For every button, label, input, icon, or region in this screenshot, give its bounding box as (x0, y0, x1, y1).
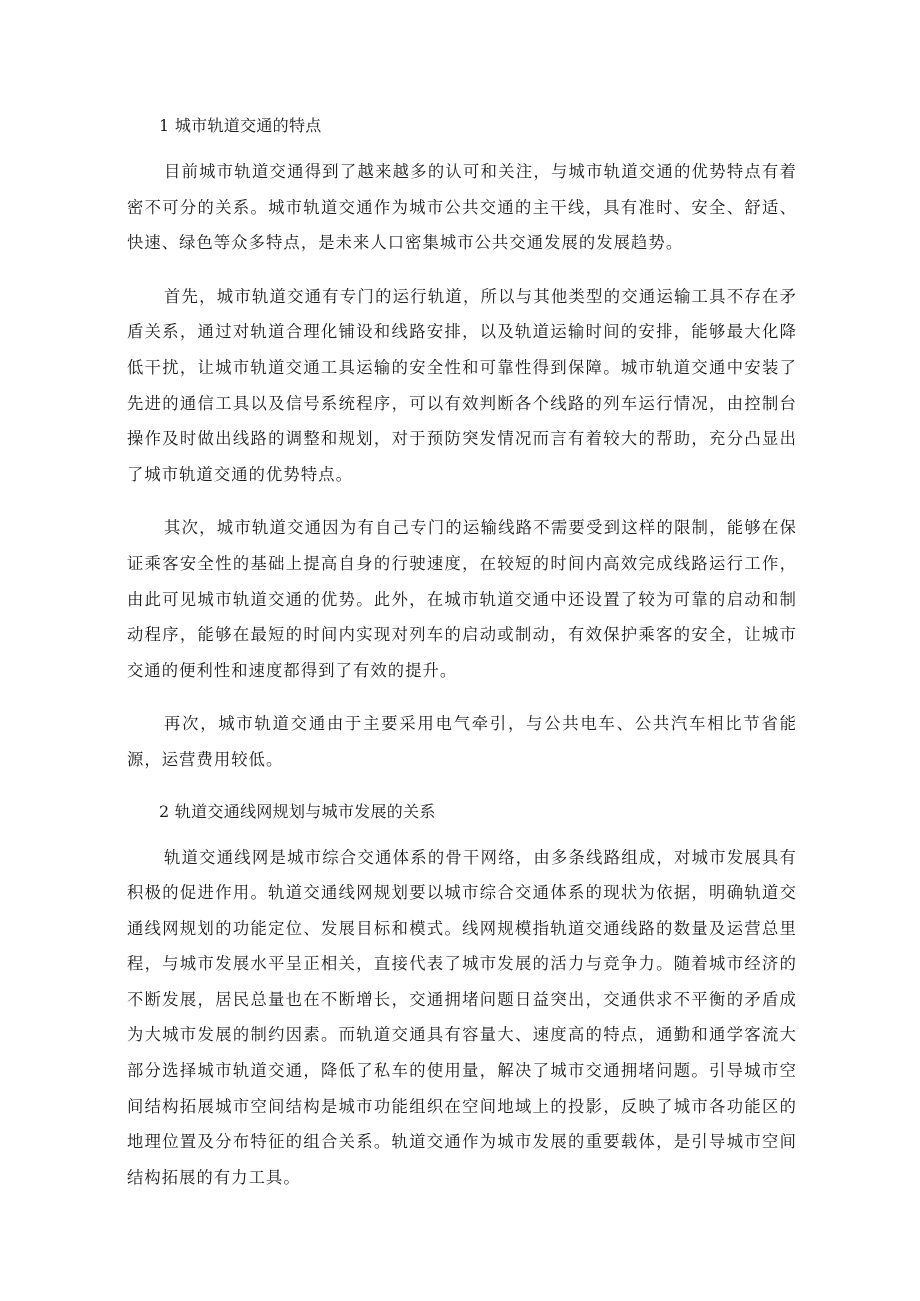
paragraph-first: 首先，城市轨道交通有专门的运行轨道，所以与其他类型的交通运输工具不存在矛盾关系，通过对轨道合理化铺设和线路安排，以及轨道运输时间的安排，能够最大化降低干扰，让城市轨道交通工具运输的安全性和可靠性得到保障。城市轨道交通中安装了先进的通信工具以及信号系统程序，可以有效判断各个线路的列车运行情况，由控制台操作及时做出线路的调整和规划，对于预防突发情况而言有着较大的帮助，充分凸显出了城市轨道交通的优势特点。 (127, 286, 797, 484)
paragraph-second: 其次，城市轨道交通因为有自己专门的运输线路不需要受到这样的限制，能够在保证乘客安全性的基础上提高自身的行驶速度，在较短的时间内高效完成线路运行工作，由此可见城市轨道交通的优势。此外，在城市轨道交通中还设置了较为可靠的启动和制动程序，能够在最短的时间内实现对列车的启动或制动，有效保护乘客的安全，让城市交通的便利性和速度都得到了有效的提升。 (127, 518, 797, 680)
paragraph-network: 轨道交通线网是城市综合交通体系的骨干网络，由多条线路组成，对城市发展具有积极的促进作用。轨道交通线网规划要以城市综合交通体系的现状为依据，明确轨道交通线网规划的功能定位、发展目标和模式。线网规模指轨道交通线路的数量及运营总里程，与城市发展水平呈正相关，直接代表了城市发展的活力与竞争力。随着城市经济的不断发展，居民总量也在不断增长，交通拥堵问题日益突出，交通供求不平衡的矛盾成为大城市发展的制约因素。而轨道交通具有容量大、速度高的特点，通勤和通学客流大部分选择城市轨道交通，降低了私车的使用量，解决了城市交通拥堵问题。引导城市空间结构拓展城市空间结构是城市功能组织在空间地域上的投影，反映了城市各功能区的地理位置及分布特征的组合关系。轨道交通作为城市发展的重要载体，是引导城市空间结构拓展的有力工具。 (127, 847, 797, 1187)
section-heading-2: 2 轨道交通线网规划与城市发展的关系 (159, 801, 436, 821)
paragraph-third: 再次，城市轨道交通由于主要采用电气牵引，与公共电车、公共汽车相比节省能源，运营费用较低。 (127, 714, 797, 769)
paragraph-intro: 目前城市轨道交通得到了越来越多的认可和关注，与城市轨道交通的优势特点有着密不可分的关系。城市轨道交通作为城市公共交通的主干线，具有准时、安全、舒适、快速、绿色等众多特点，是未来人口密集城市公共交通发展的发展趋势。 (127, 162, 797, 253)
section-heading-1: 1 城市轨道交通的特点 (159, 116, 322, 135)
document-body (127, 114, 797, 1195)
